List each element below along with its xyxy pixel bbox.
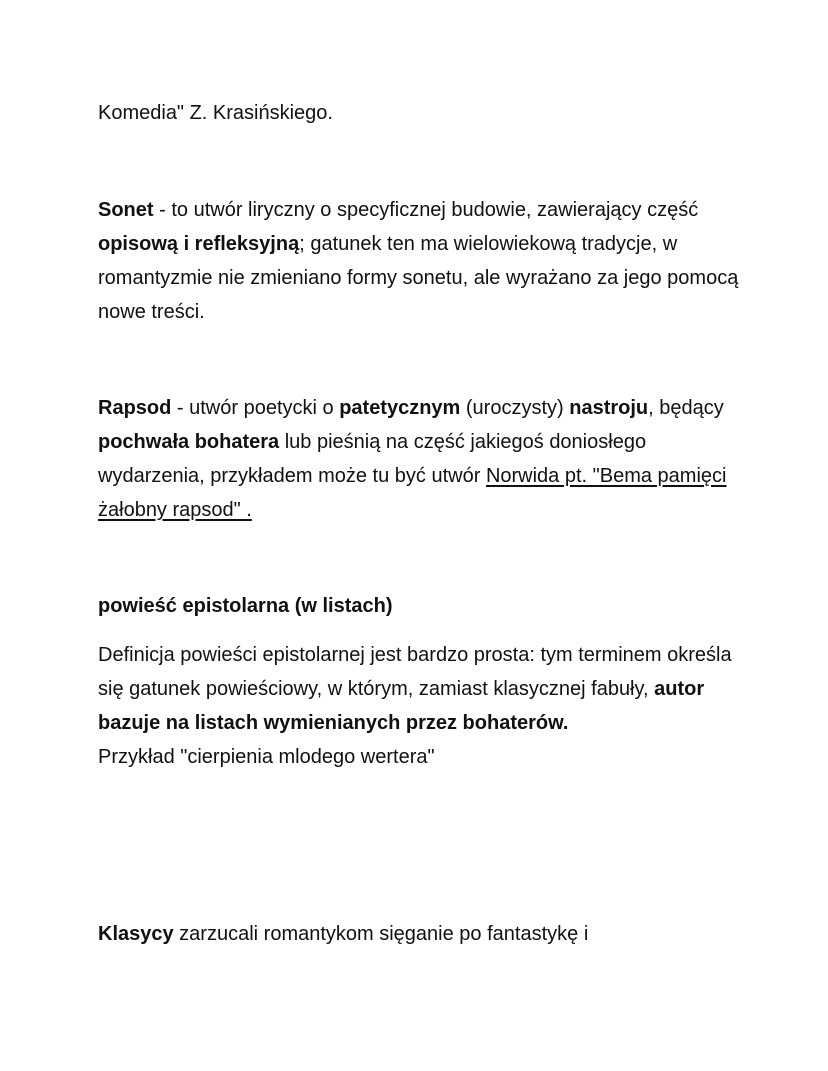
klasycy-paragraph (98, 917, 758, 951)
rapsod-link[interactable]: Norwida pt. "Bema pamięci żałobny rapsod" . (98, 465, 727, 521)
rapsod-bold-2: nastroju (569, 397, 649, 419)
rapsod-paragraph (98, 391, 758, 527)
rapsod-term: Rapsod (98, 397, 172, 419)
sonet-paragraph (98, 193, 758, 329)
intro-text: Komedia" Z. Krasińskiego. (98, 102, 333, 124)
sonet-text-1: - to utwór liryczny o specyficznej budowie, zawierający część (153, 199, 699, 221)
klasycy-text-1: zarzucali romantykom sięganie po fantastykę i (173, 923, 589, 945)
epistolarna-example: Przykład "cierpienia mlodego wertera" (98, 746, 435, 768)
rapsod-text-2: (uroczysty) (460, 397, 570, 419)
rapsod-text-3: , będący (648, 397, 724, 419)
sonet-text-2: ; gatunek ten ma wielowiekową tradycje, w romantyzmie nie zmieniano formy sonetu, ale wyrażano za jego pomocą nowe treści. (98, 233, 739, 323)
klasycy-term: Klasycy (98, 923, 174, 945)
rapsod-text-4: lub pieśnią na część jakiegoś doniosłego wydarzenia, przykładem może tu być utwór (98, 431, 647, 487)
sonet-term: Sonet (98, 199, 154, 221)
epistolarna-bold-1: autor bazuje na listach wymienianych przez bohaterów. (98, 678, 705, 734)
rapsod-text-1: - utwór poetycki o (171, 397, 340, 419)
rapsod-bold-3: pochwała bohatera (98, 431, 280, 453)
sonet-bold-1: opisową i refleksyjną (98, 233, 300, 255)
epistolarna-text-1: Definicja powieści epistolarnej jest bardzo prosta: tym terminem określa się gatunek powieściowy, w którym, zamiast klasycznej fabuły, (98, 644, 732, 700)
epistolarna-heading: powieść epistolarna (w listach) (98, 595, 393, 617)
rapsod-bold-1: patetycznym (339, 397, 461, 419)
intro-paragraph (98, 96, 758, 130)
epistolarna-paragraph (98, 638, 758, 774)
